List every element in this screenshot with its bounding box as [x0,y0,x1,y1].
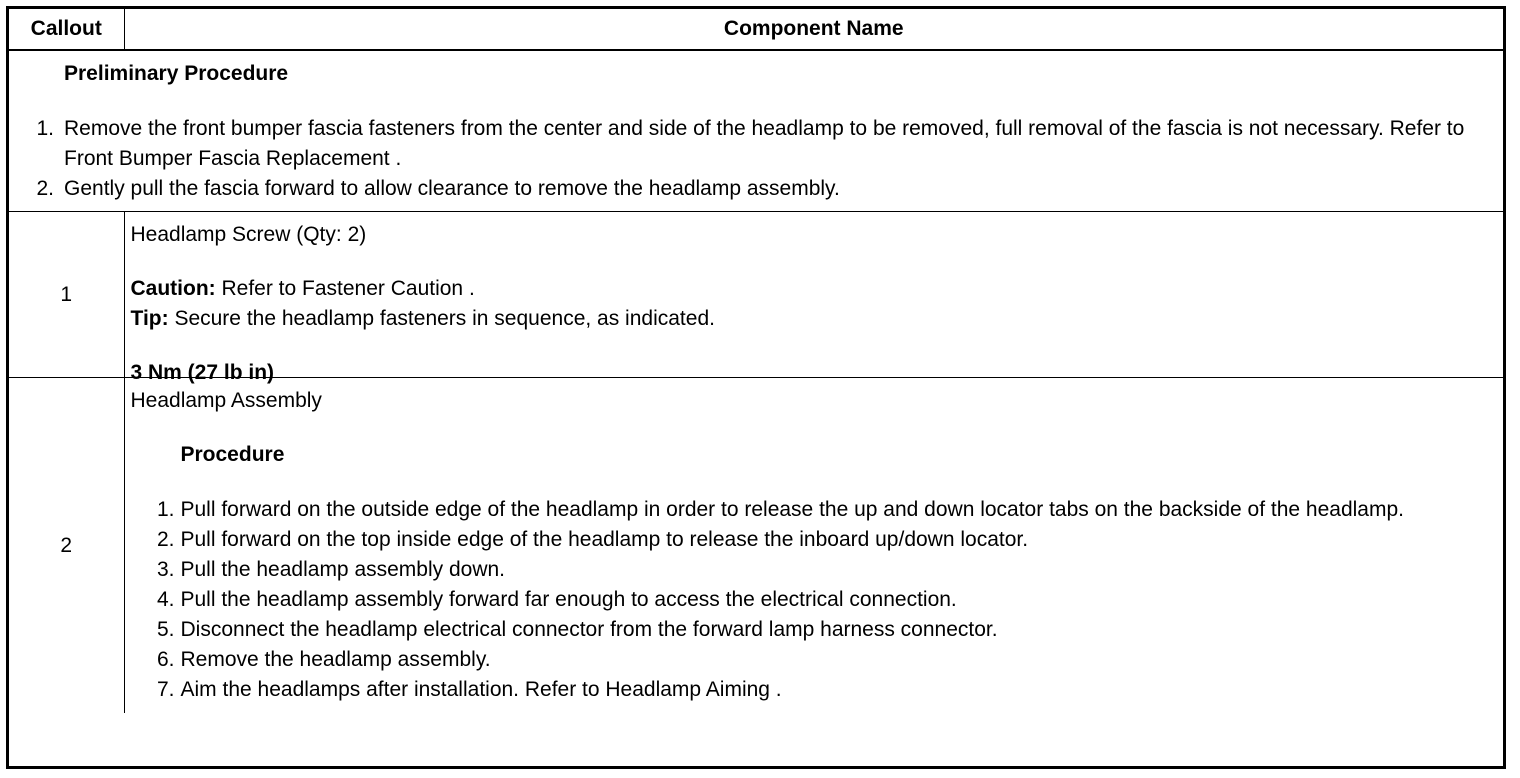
step-text: Remove the headlamp assembly. [180,648,491,671]
step-number: 5. [156,618,175,641]
step-number: 2. [36,177,54,200]
step-text: Disconnect the headlamp electrical connector from the forward lamp harness connector. [180,618,998,641]
step-number: 1. [156,498,175,521]
procedure-step [141,615,1474,645]
step-number: 7. [156,678,175,701]
callout-number: 2 [9,378,124,714]
component-cell [124,212,1503,384]
caution-label: Caution: [130,277,216,300]
step-number: 3. [156,558,175,581]
caution-line [131,274,1474,304]
step-text: Pull the headlamp assembly down. [180,558,506,581]
table-row [9,378,1503,714]
tip-line [131,304,1474,334]
component-name-column-header: Component Name [124,9,1503,50]
step-number: 2. [156,528,175,551]
preliminary-steps-list [9,114,1503,204]
step-text: Remove the front bumper fascia fasteners from the center and side of the headlamp to be removed, full removal of the fascia is not necessary. Refer to Front Bumper Fascia Replacement . [64,117,1465,170]
preliminary-procedure-row [9,50,1503,212]
component-name: Headlamp Screw (Qty: 2) [130,223,367,246]
procedure-step [141,675,1474,705]
procedure-step [141,525,1474,555]
component-name: Headlamp Assembly [130,389,322,412]
procedure-step [141,555,1474,585]
tip-text: Secure the headlamp fasteners in sequence, as indicated. [168,307,715,330]
torque-spec: 3 Nm (27 lb in) [130,361,275,384]
caution-text: Refer to Fastener Caution . [215,277,475,300]
procedure-title: Procedure [180,443,285,466]
step-number: 4. [156,588,175,611]
step-text: Pull the headlamp assembly forward far enough to access the electrical connection. [180,588,957,611]
step-number: 1. [36,117,54,140]
procedure-step [141,645,1474,675]
table-row [9,212,1503,378]
table-header-row [9,9,1503,50]
component-table [9,9,1503,713]
component-cell [124,378,1503,714]
preliminary-step [24,174,1483,204]
step-text: Pull forward on the outside edge of the headlamp in order to release the up and down locator tabs on the backside of the headlamp. [180,498,1404,521]
callout-column-header: Callout [9,9,124,50]
preliminary-procedure-title: Preliminary Procedure [64,62,289,85]
preliminary-step [24,114,1483,174]
step-text: Aim the headlamps after installation. Refer to Headlamp Aiming . [180,678,782,701]
step-text: Pull forward on the top inside edge of the headlamp to release the inboard up/down locator. [180,528,1029,551]
step-number: 6. [156,648,175,671]
component-table-frame [6,6,1506,769]
procedure-steps-list [131,495,1474,705]
preliminary-procedure-cell [9,50,1503,212]
procedure-step [141,585,1474,615]
step-text: Gently pull the fascia forward to allow clearance to remove the headlamp assembly. [64,177,840,200]
callout-number: 1 [9,212,124,378]
procedure-step [141,495,1474,525]
tip-label: Tip: [130,307,169,330]
